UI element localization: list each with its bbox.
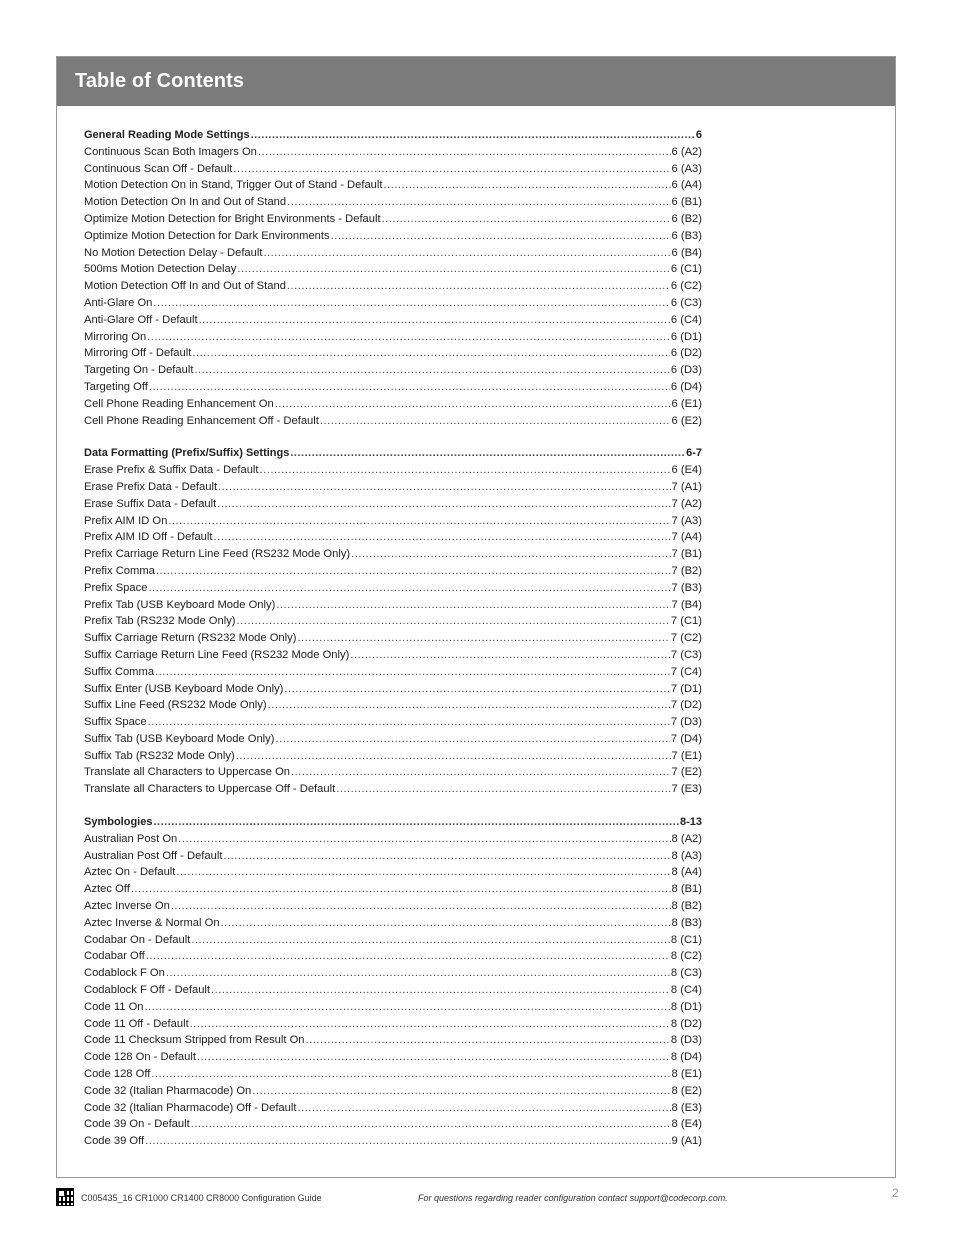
toc-entry-title: Anti-Glare On [84,296,153,309]
toc-entry-title: Suffix Comma [84,665,155,678]
document-id: C005435_16 CR1000 CR1400 CR8000 Configuration Guide [81,1193,322,1203]
toc-entry-title: Code 11 Checksum Stripped from Result On [84,1034,305,1047]
toc-leader-dots [194,362,669,379]
toc-entry[interactable] [84,1116,702,1133]
toc-entry-page: 8 (A4) [671,866,702,879]
toc-entry-page: 8 (D4) [670,1051,702,1064]
toc-entry[interactable] [84,848,702,865]
toc-leader-dots [331,228,671,245]
toc-entry-title: Code 11 On [84,1000,144,1013]
toc-entry-title: Data Formatting (Prefix/Suffix) Settings [84,447,290,460]
toc-leader-dots [156,563,671,580]
toc-entry-title: Continuous Scan Off - Default [84,162,233,175]
toc-entry-page: 7 (C1) [670,615,702,628]
page-title: Table of Contents [75,70,245,92]
toc-entry[interactable] [84,781,702,798]
toc-leader-dots [223,848,670,865]
toc-entry[interactable] [84,379,702,396]
toc-entry-page: 7 (A1) [671,480,702,493]
toc-entry-title: Cell Phone Reading Enhancement On [84,397,274,410]
toc-entry[interactable] [84,295,702,312]
toc-leader-dots [306,1032,670,1049]
toc-leader-dots [199,312,670,329]
toc-leader-dots [147,329,670,346]
toc-leader-dots [287,194,670,211]
toc-entry-page: 8 (A2) [671,832,702,845]
toc-leader-dots [284,681,670,698]
toc-entry[interactable] [84,1016,702,1033]
toc-entry-page: 6 (C3) [670,296,702,309]
toc-entry[interactable] [84,597,702,614]
toc-entry[interactable] [84,261,702,278]
toc-entry[interactable] [84,228,702,245]
toc-entry-title: Optimize Motion Detection for Dark Environments [84,229,330,242]
toc-entry-page: 7 (E2) [671,766,702,779]
toc-section-heading[interactable] [84,127,702,144]
toc-entry-page: 8 (D3) [670,1034,702,1047]
toc-leader-dots [350,647,670,664]
toc-leader-dots [287,278,670,295]
toc-entry-title: Aztec On - Default [84,866,176,879]
toc-entry-title: Cell Phone Reading Enhancement Off - Default [84,414,319,427]
toc-entry-title: Code 11 Off - Default [84,1017,189,1030]
toc-entry[interactable] [84,630,702,647]
toc-entry-page: 7 (A4) [671,531,702,544]
toc-leader-dots [297,1100,670,1117]
toc-entry-page: 7 (E3) [671,783,702,796]
toc-entry-page: 8 (D2) [670,1017,702,1030]
toc-entry-title: Prefix AIM ID On [84,514,168,527]
toc-entry[interactable] [84,177,702,194]
toc-entry-page: 6 (D2) [670,347,702,360]
toc-entry-page: 9 (A1) [671,1135,702,1148]
toc-entry-page: 8 (C3) [670,967,702,980]
toc-entry-title: Erase Suffix Data - Default [84,497,217,510]
toc-entry-page: 7 (D2) [670,699,702,712]
toc-entry-page: 8 (E2) [671,1084,702,1097]
toc-entry-page: 8 (A3) [671,849,702,862]
toc-entry-page: 6 (D4) [670,380,702,393]
toc-entry-page: 8 (B1) [671,883,702,896]
toc-entry[interactable] [84,413,702,430]
toc-entry-title: Symbologies [84,816,153,829]
toc-entry-title: Motion Detection Off In and Out of Stand [84,280,286,293]
toc-entry-title: Code 32 (Italian Pharmacode) Off - Default [84,1101,297,1114]
toc-entry-page: 6 (E1) [671,397,702,410]
toc-entry-page: 6 (D1) [670,330,702,343]
toc-leader-dots [320,413,671,430]
toc-entry-title: Codablock F On [84,967,165,980]
toc-entry[interactable] [84,999,702,1016]
toc-entry-title: 500ms Motion Detection Delay [84,263,237,276]
toc-entry[interactable] [84,529,702,546]
toc-entry[interactable] [84,1083,702,1100]
toc-entry-title: Code 39 Off [84,1135,145,1148]
toc-leader-dots [214,529,671,546]
toc-entry-title: Erase Prefix & Suffix Data - Default [84,464,259,477]
toc-leader-dots [192,345,670,362]
toc-leader-dots [236,748,671,765]
toc-entry-title: Optimize Motion Detection for Bright Environments - Default [84,212,381,225]
toc-entry-title: Targeting Off [84,380,148,393]
page-footer [56,1188,906,1210]
toc-leader-dots [151,1066,670,1083]
toc-leader-dots [148,580,670,597]
toc-entry-page: 6 (B3) [671,229,702,242]
toc-leader-dots [221,915,671,932]
toc-entry-title: Prefix AIM ID Off - Default [84,531,213,544]
toc-entry[interactable] [84,496,702,513]
toc-leader-dots [155,664,670,681]
toc-entry-page: 7 (C3) [670,648,702,661]
toc-entry-title: Prefix Comma [84,564,155,577]
toc-entry-title: Erase Prefix Data - Default [84,480,218,493]
toc-entry-title: Suffix Enter (USB Keyboard Mode Only) [84,682,284,695]
toc-entry-title: Mirroring Off - Default [84,347,192,360]
toc-entry[interactable] [84,898,702,915]
toc-entry-page: 6 (B1) [671,196,702,209]
toc-entry-page: 6-7 [686,447,702,460]
toc-entry-page: 7 (B4) [671,598,702,611]
toc-entry[interactable] [84,580,702,597]
toc-leader-dots [268,697,670,714]
toc-leader-dots [153,814,679,831]
toc-entry[interactable] [84,1066,702,1083]
toc-entry-title: Anti-Glare Off - Default [84,313,198,326]
toc-entry-title: Mirroring On [84,330,147,343]
toc-entry-title: Suffix Tab (RS232 Mode Only) [84,749,235,762]
toc-entry-title: Code 128 On - Default [84,1051,196,1064]
qr-code-icon [56,1188,74,1206]
toc-entry-page: 7 (C4) [670,665,702,678]
toc-leader-dots [336,781,670,798]
toc-entry-page: 6 (E4) [671,464,702,477]
toc-entry[interactable] [84,1100,702,1117]
toc-entry-page: 7 (D1) [670,682,702,695]
toc-entry[interactable] [84,731,702,748]
toc-leader-dots [233,161,670,178]
toc-entry[interactable] [84,831,702,848]
toc-leader-dots [290,445,685,462]
toc-entry[interactable] [84,479,702,496]
toc-leader-dots [237,613,670,630]
toc-entry[interactable] [84,613,702,630]
toc-entry-title: Aztec Inverse On [84,900,170,913]
toc-leader-dots [384,177,671,194]
toc-entry[interactable] [84,278,702,295]
toc-entry[interactable] [84,312,702,329]
toc-leader-dots [131,881,671,898]
toc-entry[interactable] [84,1133,702,1150]
toc-entry-page: 8 (E3) [671,1101,702,1114]
toc-entry-page: 8 (E4) [671,1118,702,1131]
table-of-contents [84,127,702,1166]
toc-entry-title: Motion Detection On in Stand, Trigger Out of Stand - Default [84,179,383,192]
toc-entry-page: 8 (C1) [670,933,702,946]
toc-leader-dots [211,982,670,999]
toc-entry[interactable] [84,362,702,379]
section-header-bar [57,57,895,106]
toc-entry[interactable] [84,664,702,681]
toc-leader-dots [148,714,670,731]
toc-leader-dots [297,630,669,647]
toc-entry-page: 7 (D4) [670,732,702,745]
toc-entry-title: Codabar Off [84,950,145,963]
toc-leader-dots [190,1016,670,1033]
toc-entry-page: 6 (A3) [671,162,702,175]
toc-entry[interactable] [84,194,702,211]
toc-entry[interactable] [84,982,702,999]
toc-leader-dots [145,999,670,1016]
toc-leader-dots [291,764,671,781]
toc-entry[interactable] [84,144,702,161]
toc-entry-title: Code 39 On - Default [84,1118,190,1131]
toc-entry-title: Codablock F Off - Default [84,984,211,997]
content-frame [56,56,896,1178]
toc-leader-dots [153,295,670,312]
toc-section [84,814,702,1150]
toc-entry-page: 8 (B3) [671,916,702,929]
toc-section [84,445,702,798]
toc-entry-title: Suffix Tab (USB Keyboard Mode Only) [84,732,275,745]
toc-entry-page: 6 (A2) [671,145,702,158]
toc-entry-title: Code 32 (Italian Pharmacode) On [84,1084,252,1097]
toc-entry-title: Aztec Off [84,883,130,896]
toc-section-heading[interactable] [84,445,702,462]
toc-entry[interactable] [84,245,702,262]
toc-entry[interactable] [84,211,702,228]
toc-entry-title: Continuous Scan Both Imagers On [84,145,257,158]
toc-entry-page: 7 (E1) [671,749,702,762]
toc-entry-title: Translate all Characters to Uppercase Off - Default [84,783,336,796]
toc-entry-title: Prefix Tab (RS232 Mode Only) [84,615,236,628]
toc-entry[interactable] [84,161,702,178]
toc-entry[interactable] [84,697,702,714]
toc-entry-page: 6 [695,129,702,141]
toc-entry-page: 8 (E1) [671,1068,702,1081]
toc-leader-dots [351,546,670,563]
toc-entry-title: Australian Post Off - Default [84,849,223,862]
toc-leader-dots [146,948,670,965]
toc-entry-page: 7 (D3) [670,716,702,729]
toc-entry[interactable] [84,864,702,881]
toc-entry-title: Suffix Carriage Return (RS232 Mode Only) [84,632,297,645]
toc-entry-title: Targeting On - Default [84,364,194,377]
toc-entry-page: 6 (D3) [670,364,702,377]
toc-entry-page: 8 (C4) [670,984,702,997]
toc-entry-page: 8 (C2) [670,950,702,963]
toc-entry-page: 7 (C2) [670,632,702,645]
toc-entry-page: 6 (E2) [671,414,702,427]
toc-leader-dots [237,261,670,278]
toc-entry-title: Suffix Line Feed (RS232 Mode Only) [84,699,267,712]
toc-section-heading[interactable] [84,814,702,831]
toc-section [84,127,702,429]
toc-entry[interactable] [84,513,702,530]
support-contact-text: For questions regarding reader configuration contact support@codecorp.com. [418,1193,728,1203]
toc-entry-title: General Reading Mode Settings [84,129,250,141]
toc-entry[interactable] [84,546,702,563]
toc-entry-page: 8 (D1) [670,1000,702,1013]
toc-entry[interactable] [84,345,702,362]
toc-leader-dots [191,1116,671,1133]
toc-entry-page: 7 (A3) [671,514,702,527]
toc-leader-dots [197,1049,670,1066]
toc-entry-page: 6 (C1) [670,263,702,276]
toc-leader-dots [171,898,671,915]
toc-entry[interactable] [84,881,702,898]
toc-entry[interactable] [84,1049,702,1066]
toc-entry[interactable] [84,764,702,781]
toc-entry-title: Code 128 Off [84,1068,151,1081]
toc-entry[interactable] [84,915,702,932]
toc-entry-page: 6 (A4) [671,179,702,192]
toc-entry-title: Prefix Carriage Return Line Feed (RS232 Mode Only) [84,548,351,561]
toc-entry-page: 7 (B2) [671,564,702,577]
toc-entry[interactable] [84,396,702,413]
toc-entry[interactable] [84,948,702,965]
toc-entry-title: Codabar On - Default [84,933,191,946]
toc-entry-page: 6 (C2) [670,280,702,293]
toc-entry-title: Prefix Tab (USB Keyboard Mode Only) [84,598,276,611]
page-number: 2 [892,1186,899,1200]
toc-entry[interactable] [84,681,702,698]
toc-entry-title: Motion Detection On In and Out of Stand [84,196,287,209]
toc-leader-dots [275,396,671,413]
toc-entry-title: Translate all Characters to Uppercase On [84,766,291,779]
toc-entry-title: No Motion Detection Delay - Default [84,246,263,259]
toc-entry-page: 7 (B3) [671,581,702,594]
toc-leader-dots [176,864,670,881]
toc-entry-page: 8 (B2) [671,900,702,913]
toc-leader-dots [178,831,670,848]
toc-leader-dots [251,127,695,144]
toc-entry[interactable] [84,647,702,664]
toc-leader-dots [276,731,670,748]
toc-entry-title: Suffix Carriage Return Line Feed (RS232 Mode Only) [84,648,350,661]
toc-entry-page: 7 (B1) [671,548,702,561]
toc-entry-page: 6 (B4) [671,246,702,259]
toc-entry-page: 8-13 [679,816,702,829]
toc-leader-dots [166,965,670,982]
toc-entry-page: 6 (C4) [670,313,702,326]
toc-leader-dots [260,462,671,479]
toc-entry-title: Australian Post On [84,832,178,845]
toc-entry[interactable] [84,1032,702,1049]
toc-entry-page: 7 (A2) [671,497,702,510]
toc-entry[interactable] [84,563,702,580]
toc-entry[interactable] [84,748,702,765]
toc-entry-title: Suffix Space [84,716,147,729]
toc-leader-dots [218,479,670,496]
toc-leader-dots [382,211,671,228]
toc-leader-dots [263,245,670,262]
toc-leader-dots [149,379,670,396]
toc-entry[interactable] [84,932,702,949]
toc-leader-dots [276,597,670,614]
toc-entry[interactable] [84,714,702,731]
toc-leader-dots [217,496,670,513]
toc-leader-dots [168,513,670,530]
toc-leader-dots [145,1133,670,1150]
toc-leader-dots [252,1083,670,1100]
toc-entry-title: Prefix Space [84,581,148,594]
toc-entry-page: 6 (B2) [671,212,702,225]
toc-entry[interactable] [84,965,702,982]
toc-leader-dots [258,144,671,161]
toc-entry[interactable] [84,462,702,479]
toc-entry[interactable] [84,329,702,346]
toc-entry-title: Aztec Inverse & Normal On [84,916,220,929]
toc-leader-dots [191,932,670,949]
